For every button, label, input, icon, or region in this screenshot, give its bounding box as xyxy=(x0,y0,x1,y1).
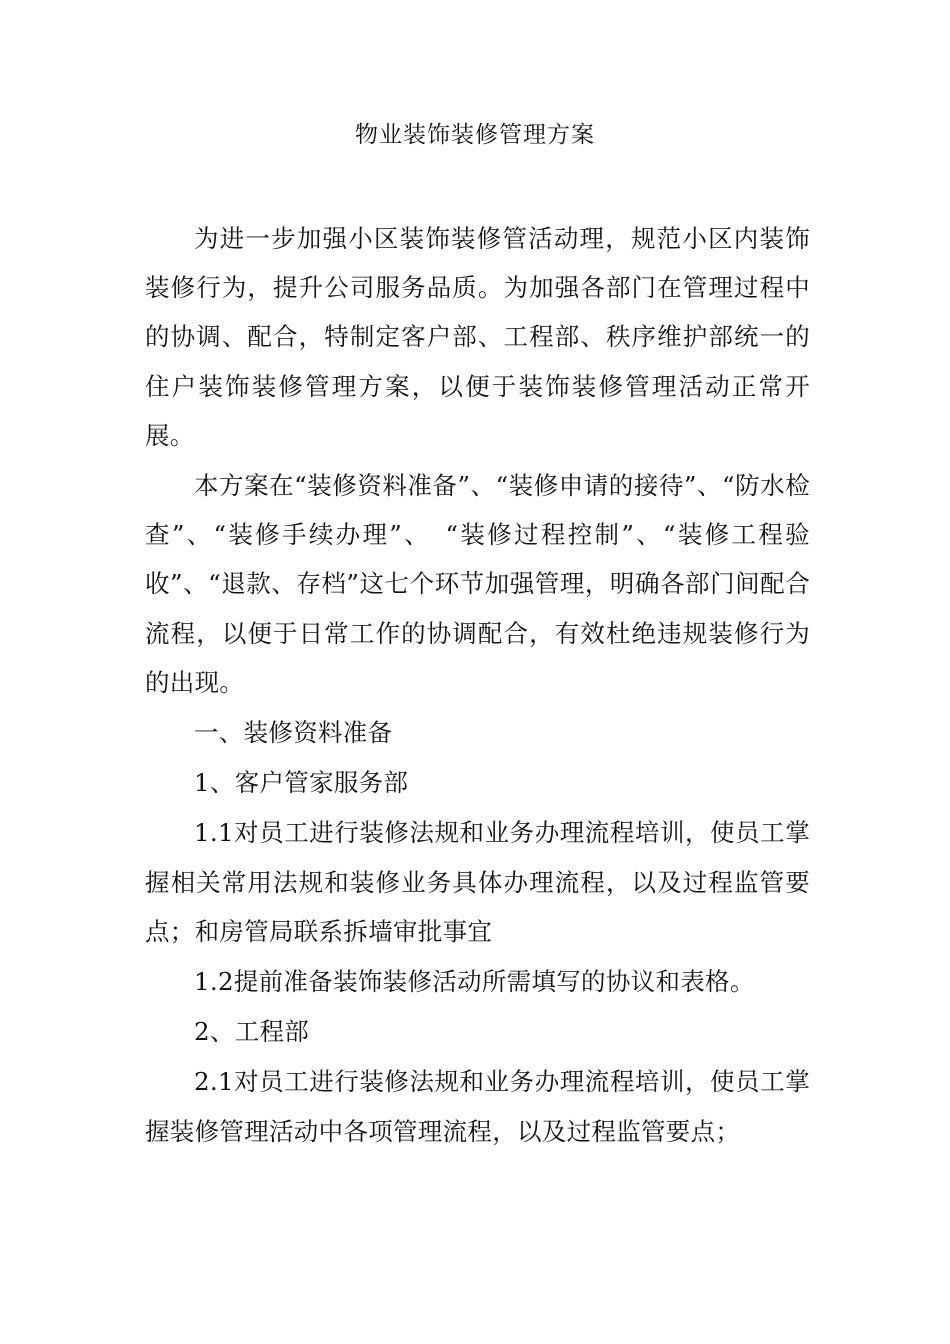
document-title: 物业装饰装修管理方案 xyxy=(355,122,595,148)
subsection-heading-1: 1、客户管家服务部 xyxy=(194,768,409,798)
paragraph-intro: 为进一步加强小区装饰装修管活动理，规范小区内装饰装修行为，提升公司服务品质。为加强各部门在管理过程中的协调、配合，特制定客户部、工程部、秩序维护部统一的住户装饰装修管理方案，以便于装饰装修管理活动正常开展。 xyxy=(145,224,810,450)
subsection-heading-2: 2、工程部 xyxy=(194,1017,310,1047)
section-heading-1: 一、装修资料准备 xyxy=(194,718,393,748)
paragraph-scope: 本方案在“装修资料准备”、“装修申请的接待”、“防水检查”、“装修手续办理”、 “装修过程控制”、“装修工程验收”、“退款、存档”这七个环节加强管理，明确各部门间配合流程，以便于日常工作的协调配合，有效杜绝违规装修行为的出现。 xyxy=(145,471,810,697)
document-body xyxy=(145,214,810,1157)
item-2-1: 2.1对员工进行装修法规和业务办理流程培训，使员工掌握装修管理活动中各项管理流程，以及过程监管要点； xyxy=(145,1067,810,1146)
item-1-2: 1.2提前准备装饰装修活动所需填写的协议和表格。 xyxy=(194,967,755,997)
item-1-1: 1.1对员工进行装修法规和业务办理流程培训，使员工掌握相关常用法规和装修业务具体办理流程，以及过程监管要点；和房管局联系拆墙审批事宜 xyxy=(145,818,810,946)
